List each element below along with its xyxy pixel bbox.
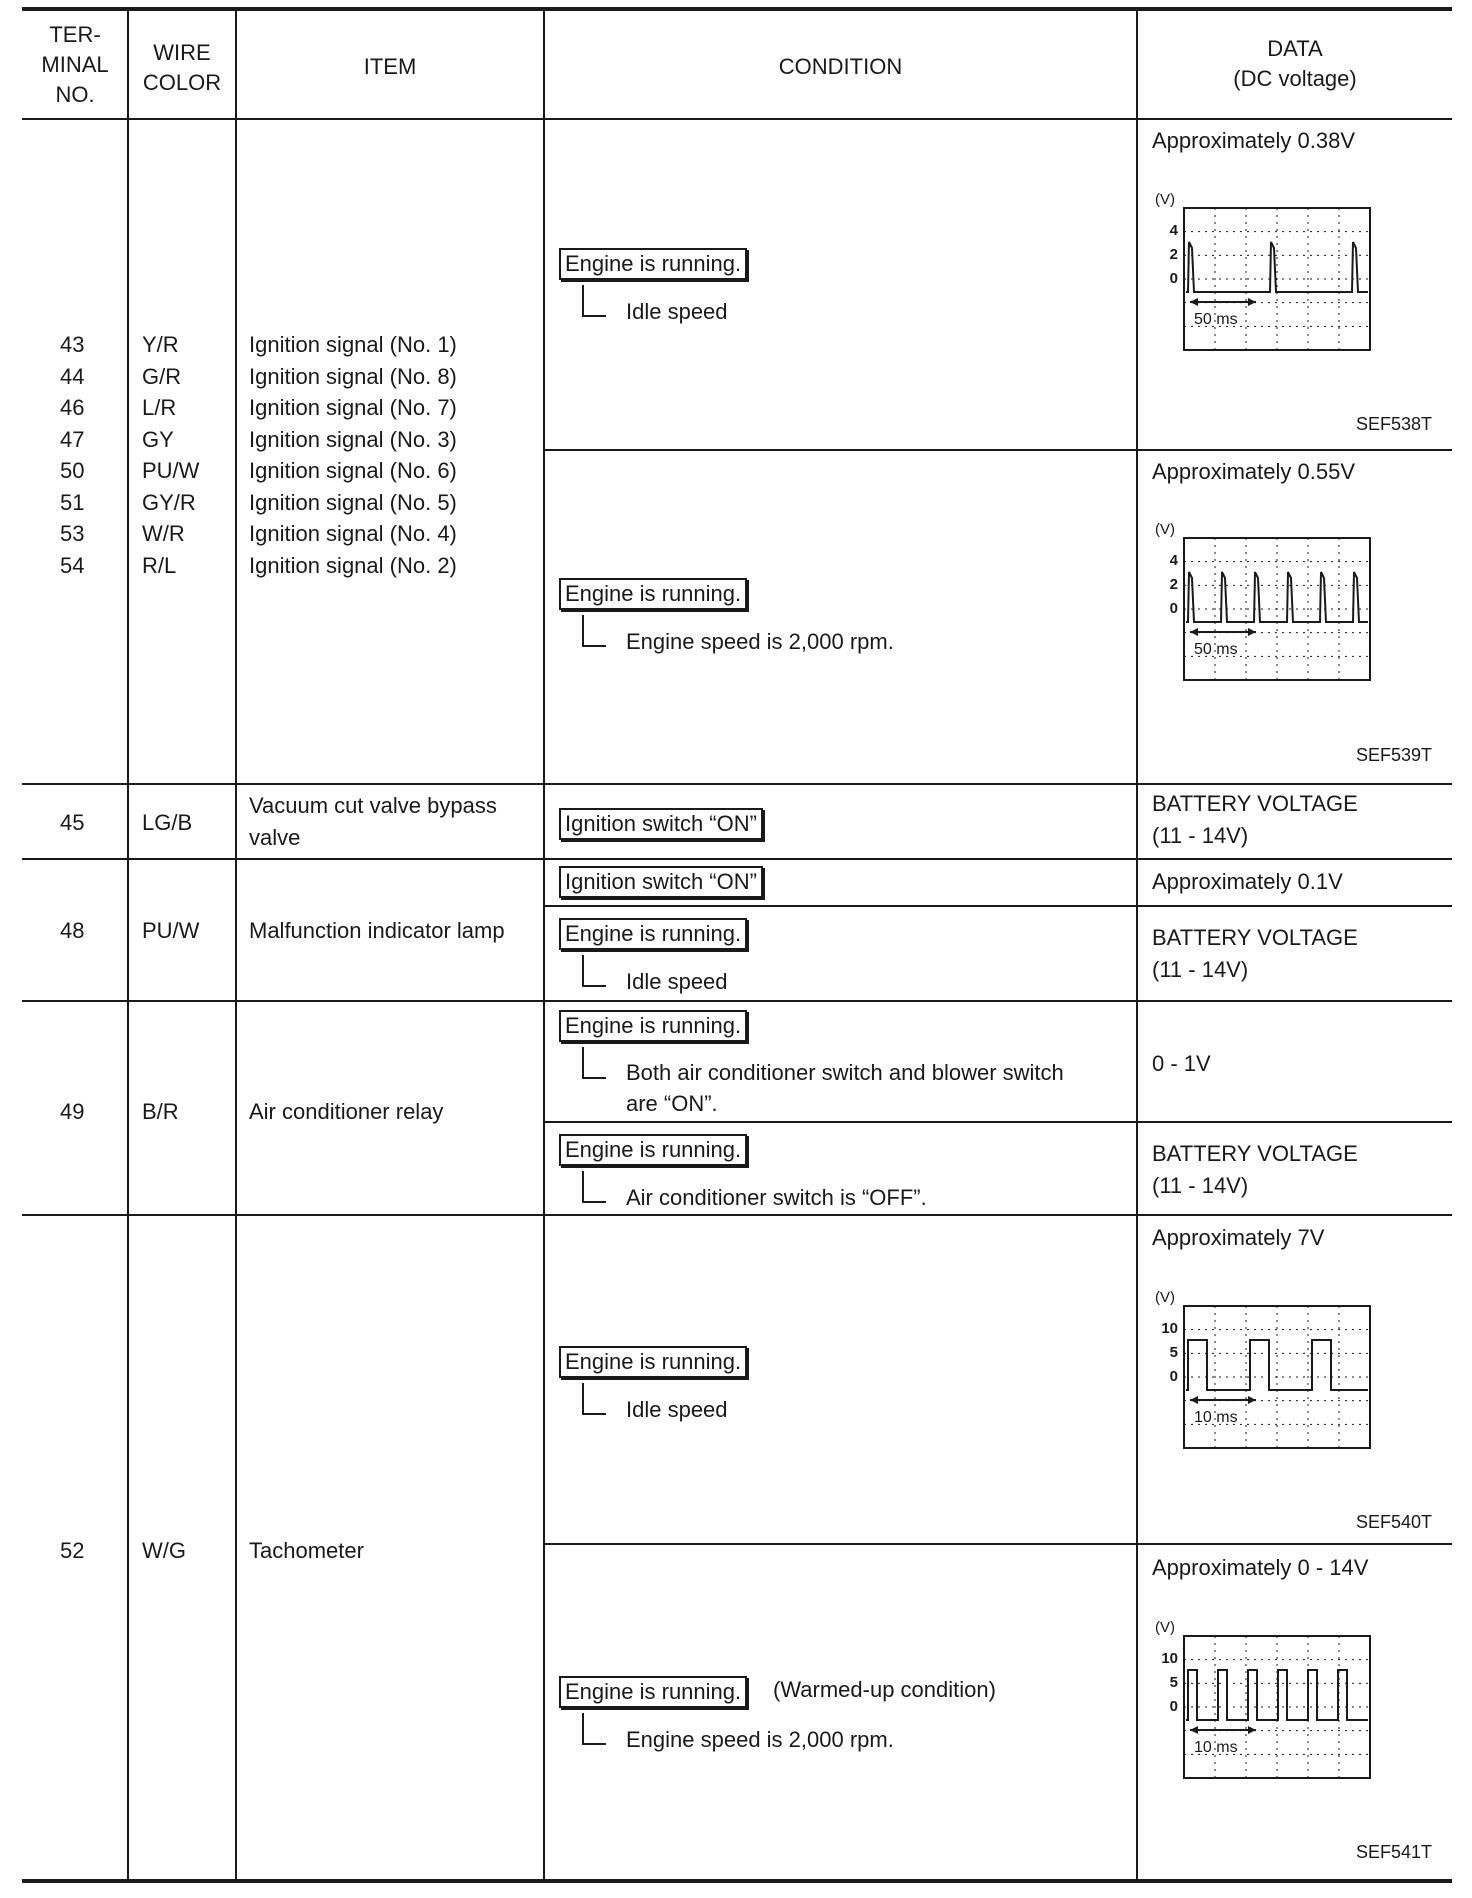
time-scale-arrow [1190,1396,1198,1404]
scope-trace [1186,572,1368,622]
scope-trace [1186,242,1368,292]
column-divider [127,9,129,1881]
scope-y-tick: 5 [1169,1344,1178,1361]
figure-reference: SEF538T [1356,414,1433,434]
scope-y-unit: (V) [1155,1619,1175,1636]
scope-y-tick: 10 [1161,1320,1178,1337]
scope-y-tick: 0 [1169,1698,1178,1715]
scope-trace [1186,1340,1368,1390]
column-divider [1136,9,1138,1881]
oscilloscope-waveform [1152,1620,1422,1820]
scope-y-tick: 4 [1169,552,1178,569]
data-line: BATTERY VOLTAGE [1152,1141,1358,1166]
scope-y-tick: 4 [1169,222,1178,239]
sub-condition: Idle speed [626,1397,728,1422]
sub-condition-connector [582,285,606,317]
header-data [1138,34,1452,94]
scope-y-tick: 0 [1169,600,1178,617]
sub-condition-connector [582,1171,606,1203]
condition-engine-running: Engine is running. [559,578,747,610]
data-value [1152,788,1358,852]
sub-condition-connector [582,1713,606,1745]
data-value: 0 - 1V [1152,1051,1211,1076]
time-scale-label: 10 ms [1194,1409,1238,1426]
figure-reference: SEF539T [1356,745,1433,765]
data-line: (11 - 14V) [1152,1173,1249,1198]
row-divider [22,858,1452,860]
header-terminal-line: NO. [55,82,95,107]
sub-condition-line: are “ON”. [626,1091,718,1116]
sub-condition: Air conditioner switch is “OFF”. [626,1185,927,1210]
terminal-number: 48 [60,918,85,943]
terminal-number: 49 [60,1099,85,1124]
data-value: Approximately 7V [1152,1225,1325,1250]
column-divider [543,9,545,1881]
wire-color: B/R [142,1099,179,1124]
scope-y-tick: 2 [1169,246,1178,263]
header-wire-line: WIRE [153,40,211,65]
time-scale-arrow [1248,1726,1256,1734]
figure-reference: SEF540T [1356,1512,1433,1532]
data-line: BATTERY VOLTAGE [1152,925,1358,950]
row-divider [22,1214,1452,1216]
data-line: BATTERY VOLTAGE [1152,791,1358,816]
sub-condition-connector [582,1047,606,1079]
item-name: Malfunction indicator lamp [249,918,505,943]
scope-y-tick: 5 [1169,1674,1178,1691]
item-line: valve [249,825,301,850]
scope-svg [1152,1620,1422,1820]
oscilloscope-waveform [1152,522,1422,722]
item-line: Vacuum cut valve bypass [249,793,497,818]
oscilloscope-waveform [1152,1290,1422,1490]
header-terminal-line: TER- [49,22,101,47]
condition-engine-running: Engine is running. [559,1676,747,1708]
item-name [249,790,497,854]
wire-color: W/G [142,1538,186,1563]
item-name: Air conditioner relay [249,1099,444,1124]
header-terminal [30,20,120,110]
condition-engine-running: Engine is running. [559,1346,747,1378]
figure-reference: SEF541T [1356,1842,1433,1862]
time-scale-arrow [1248,298,1256,306]
condition-ignition-on: Ignition switch “ON” [559,866,763,898]
sub-condition: Idle speed [626,299,728,324]
data-value: Approximately 0.55V [1152,459,1355,484]
data-line: (11 - 14V) [1152,957,1249,982]
item-names: Ignition signal (No. 1) Ignition signal (No. 8) Ignition signal (No. 7) Ignition signal (No. 3) Ignition signal (No. 6) Ignition signal (No. 5) Ignition signal (No. 4) Ignition signal (No. 2) [249,332,457,578]
data-value [1152,922,1358,986]
scope-y-tick: 0 [1169,270,1178,287]
condition-ignition-on: Ignition switch “ON” [559,808,763,840]
condition-engine-running: Engine is running. [559,1134,747,1166]
sub-condition-connector [582,1383,606,1415]
header-data-line: (DC voltage) [1233,66,1357,91]
time-scale-label: 50 ms [1194,641,1238,658]
time-scale-arrow [1190,628,1198,636]
scope-svg [1152,192,1422,392]
condition-note: (Warmed-up condition) [773,1677,996,1702]
row-divider [22,1000,1452,1002]
condition-engine-running: Engine is running. [559,1010,747,1042]
scope-y-unit: (V) [1155,521,1175,538]
sub-condition [626,1057,1064,1119]
sub-row-divider [543,1121,1452,1123]
scope-y-unit: (V) [1155,1289,1175,1306]
data-line: (11 - 14V) [1152,823,1249,848]
time-scale-arrow [1190,1726,1198,1734]
time-scale-arrow [1248,628,1256,636]
sub-condition-line: Both air conditioner switch and blower switch [626,1060,1064,1085]
time-scale-label: 10 ms [1194,1739,1238,1756]
row-divider [22,783,1452,785]
wire-colors: Y/R G/R L/R GY PU/W GY/R W/R R/L [142,332,200,578]
scope-svg [1152,1290,1422,1490]
oscilloscope-waveform [1152,192,1422,392]
scope-y-tick: 0 [1169,1368,1178,1385]
scope-y-tick: 2 [1169,576,1178,593]
wire-color: LG/B [142,810,193,835]
condition-engine-running: Engine is running. [559,918,747,950]
sub-condition: Engine speed is 2,000 rpm. [626,1727,894,1752]
header-item: ITEM [363,54,417,79]
terminal-number: 45 [60,810,85,835]
sub-condition-connector [582,955,606,987]
scope-svg [1152,522,1422,722]
header-condition: CONDITION [778,54,903,79]
wire-color: PU/W [142,918,200,943]
sub-condition: Idle speed [626,969,728,994]
data-value [1152,1138,1358,1202]
terminal-number: 52 [60,1538,85,1563]
header-terminal-line: MINAL [41,52,109,77]
terminal-numbers: 43 44 46 47 50 51 53 54 [60,332,85,578]
data-value: Approximately 0.38V [1152,128,1355,153]
data-value: Approximately 0.1V [1152,869,1343,894]
header-data-line: DATA [1267,36,1323,61]
time-scale-label: 50 ms [1194,311,1238,328]
item-name: Tachometer [249,1538,364,1563]
time-scale-arrow [1248,1396,1256,1404]
sub-condition: Engine speed is 2,000 rpm. [626,629,894,654]
sub-row-divider [543,905,1452,907]
time-scale-arrow [1190,298,1198,306]
data-value: Approximately 0 - 14V [1152,1555,1369,1580]
sub-row-divider [543,1543,1452,1545]
header-wire-color [130,38,234,98]
sub-condition-connector [582,615,606,647]
sub-row-divider [543,449,1452,451]
header-wire-line: COLOR [142,70,222,95]
scope-trace [1186,1670,1368,1720]
column-divider [235,9,237,1881]
scope-y-unit: (V) [1155,191,1175,208]
condition-engine-running: Engine is running. [559,248,747,280]
scope-y-tick: 10 [1161,1650,1178,1667]
